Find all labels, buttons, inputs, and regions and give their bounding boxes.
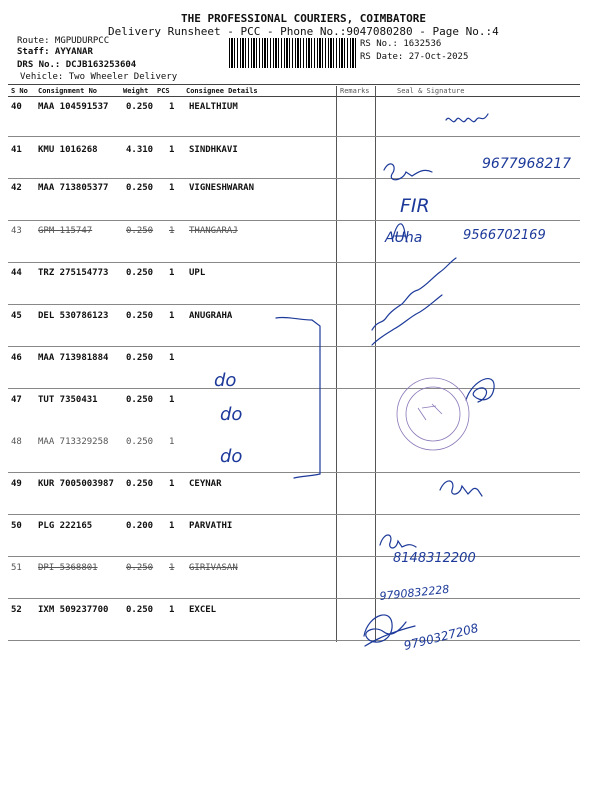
row-pcs: 1 <box>169 311 175 321</box>
row-consignee: THANGARAJ <box>189 226 238 236</box>
row-consignee: CEYNAR <box>189 479 222 489</box>
ditto-46: do <box>214 370 237 391</box>
row-pcs: 1 <box>169 479 175 489</box>
row-weight: 0.250 <box>126 268 154 278</box>
row-consignee: VIGNESHWARAN <box>189 183 255 193</box>
phone-52-a: 9790832228 <box>378 582 450 603</box>
row-sno: 45 <box>11 311 22 321</box>
row-consignment: GPM 115747 <box>38 226 93 236</box>
runsheet-subtitle: Delivery Runsheet - PCC - Phone No.:9047080280 - Page No.:4 <box>108 25 499 38</box>
rs-date: RS Date: 27-Oct-2025 <box>360 52 469 62</box>
row-pcs: 1 <box>169 605 175 615</box>
row-consignment: TRZ 275154773 <box>38 268 109 278</box>
row-consignment: DPI 5368801 <box>38 563 98 573</box>
signature-41 <box>384 164 432 180</box>
route-label: Route: MGPUDURPCC <box>17 36 110 46</box>
row-sno: 52 <box>11 605 22 615</box>
row-pcs: 1 <box>169 268 175 278</box>
signature-50 <box>380 535 416 548</box>
row-pcs: 1 <box>169 437 175 447</box>
signature-49 <box>440 481 482 496</box>
ditto-47: do <box>220 404 243 425</box>
handwritten-text <box>214 156 571 653</box>
row-consignee: GIRIVASAN <box>189 563 238 573</box>
row-weight: 0.250 <box>126 353 154 363</box>
row-consignment: PLG 222165 <box>38 521 93 531</box>
row-weight: 0.250 <box>126 563 154 573</box>
col-consignee: Consignee Details <box>186 87 258 95</box>
row-weight: 0.250 <box>126 479 154 489</box>
row-sno: 42 <box>11 183 22 193</box>
signature-52 <box>364 615 406 642</box>
row-consignment: MAA 104591537 <box>38 102 109 112</box>
row-consignment: MAA 713805377 <box>38 183 109 193</box>
row-sno: 49 <box>11 479 22 489</box>
row-weight: 0.200 <box>126 521 154 531</box>
rs-number: RS No.: 1632536 <box>360 39 442 49</box>
row-weight: 0.250 <box>126 605 154 615</box>
row-pcs: 1 <box>169 563 175 573</box>
row-pcs: 1 <box>169 145 175 155</box>
row-sno: 40 <box>11 102 22 112</box>
signature-47 <box>466 379 494 402</box>
row-pcs: 1 <box>169 521 175 531</box>
row-consignee: HEALTHIUM <box>189 102 238 112</box>
row-consignee: ANUGRAHA <box>189 311 233 321</box>
row-weight: 0.250 <box>126 226 154 236</box>
row-weight: 0.250 <box>126 102 154 112</box>
row-weight: 0.250 <box>126 395 154 405</box>
signature-45b <box>372 295 442 345</box>
ditto-bracket <box>276 317 320 478</box>
row-consignee: PARVATHI <box>189 521 233 531</box>
row-pcs: 1 <box>169 102 175 112</box>
seal-stamp <box>397 378 469 450</box>
row-pcs: 1 <box>169 353 175 363</box>
col-pcs: PCS <box>157 87 170 95</box>
signature-45 <box>372 258 456 330</box>
row-pcs: 1 <box>169 395 175 405</box>
col-sno: S No <box>11 87 28 95</box>
row-sno: 47 <box>11 395 22 405</box>
row-sno: 48 <box>11 437 22 447</box>
row-weight: 4.310 <box>126 145 154 155</box>
row-sno: 41 <box>11 145 22 155</box>
row-consignee: SINDHKAVI <box>189 145 238 155</box>
row-weight: 0.250 <box>126 437 154 447</box>
row-consignment: KMU 1016268 <box>38 145 98 155</box>
col-seal: Seal & Signature <box>397 87 465 95</box>
col-weight: Weight <box>123 87 149 95</box>
row-weight: 0.250 <box>126 183 154 193</box>
ditto-48: do <box>220 446 243 467</box>
row-pcs: 1 <box>169 183 175 193</box>
row-consignment: IXM 509237700 <box>38 605 109 615</box>
row-sno: 43 <box>11 226 22 236</box>
row-sno: 44 <box>11 268 22 278</box>
row-consignment: MAA 713981884 <box>38 353 109 363</box>
row-consignment: TUT 7350431 <box>38 395 98 405</box>
row-sno: 50 <box>11 521 22 531</box>
vehicle-label: Vehicle: Two Wheeler Delivery <box>20 72 178 82</box>
row-consignment: KUR 7005003987 <box>38 479 114 489</box>
row-sno: 51 <box>11 563 22 573</box>
col-consignment: Consignment No <box>38 87 98 95</box>
row-pcs: 1 <box>169 226 175 236</box>
phone-41: 9677968217 <box>482 156 572 172</box>
ink-strokes <box>276 114 494 646</box>
name-43: AUha <box>385 230 423 246</box>
company-title: THE PROFESSIONAL COURIERS, COIMBATORE <box>181 12 427 25</box>
row-weight: 0.250 <box>126 311 154 321</box>
row-sno: 46 <box>11 353 22 363</box>
col-remarks: Remarks <box>340 87 370 95</box>
drs-number: DRS No.: DCJB163253604 <box>17 60 137 70</box>
phone-52-b: 9790327208 <box>402 620 480 653</box>
fir-note: FIR <box>400 195 430 217</box>
phone-43: 9566702169 <box>463 228 546 243</box>
row-consignee: EXCEL <box>189 605 217 615</box>
row-consignee: UPL <box>189 268 206 278</box>
staff-label: Staff: AYYANAR <box>17 47 93 57</box>
signature-40 <box>446 114 488 122</box>
row-consignment: MAA 713329258 <box>38 437 109 447</box>
row-consignment: DEL 530786123 <box>38 311 109 321</box>
phone-50: 8148312200 <box>393 551 476 566</box>
